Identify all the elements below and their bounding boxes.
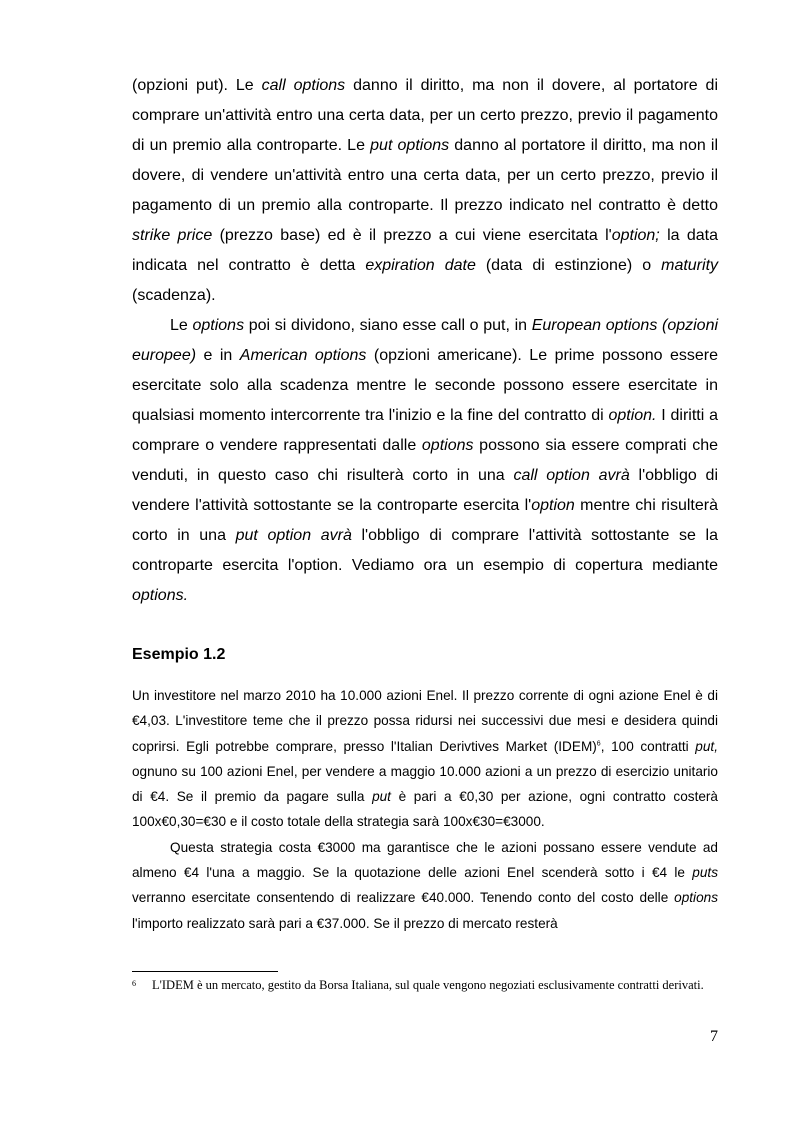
italic-term: European options (opzioni europee)	[132, 317, 719, 364]
footnote-mark: 6	[132, 979, 136, 988]
body-text	[132, 71, 718, 611]
text-run: è pari a €0,30 per azione, ogni contratto costerà 100x€0,30=€30 e il costo totale della strategia sarà 100x€30=€3000.	[132, 789, 718, 830]
footnote	[132, 978, 718, 993]
example-paragraph-1	[132, 683, 718, 835]
italic-term: option	[531, 497, 575, 514]
italic-term: put	[372, 789, 391, 805]
text-run: verranno esercitate consentendo di realizzare €40.000. Tenendo conto del costo delle	[132, 890, 675, 906]
text-run: ognuno su 100 azioni Enel, per vendere a maggio 10.000 azioni a un prezzo di esercizio unitario di €4. Se il premio da pagare sulla	[132, 763, 718, 805]
text-run: (data di estinzione) o	[475, 257, 662, 274]
italic-term: American options	[239, 347, 367, 364]
page-number: 7	[710, 1028, 718, 1045]
italic-term: expiration date	[365, 257, 476, 274]
text-run: danno il diritto, ma non il dovere, al portatore di comprare un'attività entro una certa data, per un certo prezzo, previo il pagamento di un premio alla controparte. Le	[132, 77, 719, 154]
italic-term: call options	[261, 77, 346, 94]
body-paragraph-2	[132, 311, 718, 611]
text-run: (opzioni put). Le	[132, 77, 262, 94]
italic-term: put option avrà	[235, 527, 352, 544]
italic-term: option;	[611, 227, 660, 244]
italic-term: call option avrà	[513, 467, 630, 484]
italic-term: option.	[608, 407, 657, 424]
text-run: Un investitore nel marzo 2010 ha 10.000 azioni Enel. Il prezzo corrente di ogni azione Enel è di €4,03. L'investitore teme che il prezzo possa ridursi nei successivi due mesi e desidera quindi coprirsi. Egli potrebbe comprare, presso l'Italian Derivtives Market (IDEM)	[132, 688, 718, 754]
text-run: poi si dividono, siano esse call o put, in	[244, 317, 532, 334]
italic-term: options	[421, 437, 474, 454]
text-run: (scadenza).	[132, 287, 216, 304]
text-run: (opzioni americane). Le prime possono essere esercitate solo alla scadenza mentre le seconde possono essere esercitate in qualsiasi momento intercorrente tra l'inizio e la fine del contratto di	[132, 347, 719, 424]
text-run: mentre chi risulterà corto in una	[132, 497, 718, 544]
text-run: danno al portatore il diritto, ma non il dovere, di vendere un'attività entro una certa data, per un certo prezzo, previo il pagamento di un premio alla controparte. Il prezzo indicato nel contratto è detto	[132, 137, 718, 214]
italic-term: options	[192, 317, 245, 334]
text-run: possono sia essere comprati che venduti, in questo caso chi risulterà corto in una	[132, 437, 718, 484]
footnote-divider	[132, 971, 278, 972]
body-paragraph-1	[132, 71, 718, 311]
italic-term: put options	[370, 137, 450, 154]
italic-term: put,	[695, 738, 718, 754]
example-paragraph-2	[132, 835, 718, 936]
text-run: la data indicata nel contratto è detta	[132, 227, 719, 274]
text-run: Le	[170, 317, 193, 334]
text-run: l'obbligo di vendere l'attività sottostante se la controparte esercita l'	[132, 467, 718, 514]
italic-term: maturity	[661, 257, 719, 274]
text-run: l'obbligo di comprare l'attività sottostante se la controparte esercita l'option. Vediamo ora un esempio di copertura mediante	[132, 527, 718, 574]
italic-term: strike price	[132, 227, 213, 244]
example-text	[132, 683, 718, 936]
text-run: Questa strategia costa €3000 ma garantisce che le azioni possano essere vendute ad almeno €4 l'una a maggio. Se la quotazione delle azioni Enel scenderà sotto i €4 le	[132, 839, 718, 881]
italic-term: options	[674, 890, 718, 906]
footnote-reference: 6	[596, 740, 601, 748]
text-run: l'importo realizzato sarà pari a €37.000. Se il prezzo di mercato resterà	[132, 915, 558, 931]
footnote-text: L'IDEM è un mercato, gestito da Borsa Italiana, sul quale vengono negoziati esclusivamente contratti derivati.	[152, 978, 704, 992]
text-run: I diritti a comprare o vendere rappresentati dalle	[132, 407, 719, 454]
italic-term: options.	[132, 587, 189, 604]
text-run: , 100 contratti	[600, 738, 696, 754]
italic-term: puts	[692, 865, 718, 881]
example-heading: Esempio 1.2	[132, 646, 226, 663]
text-run: e in	[196, 347, 240, 364]
text-run: (prezzo base) ed è il prezzo a cui viene esercitata l'	[212, 227, 612, 244]
